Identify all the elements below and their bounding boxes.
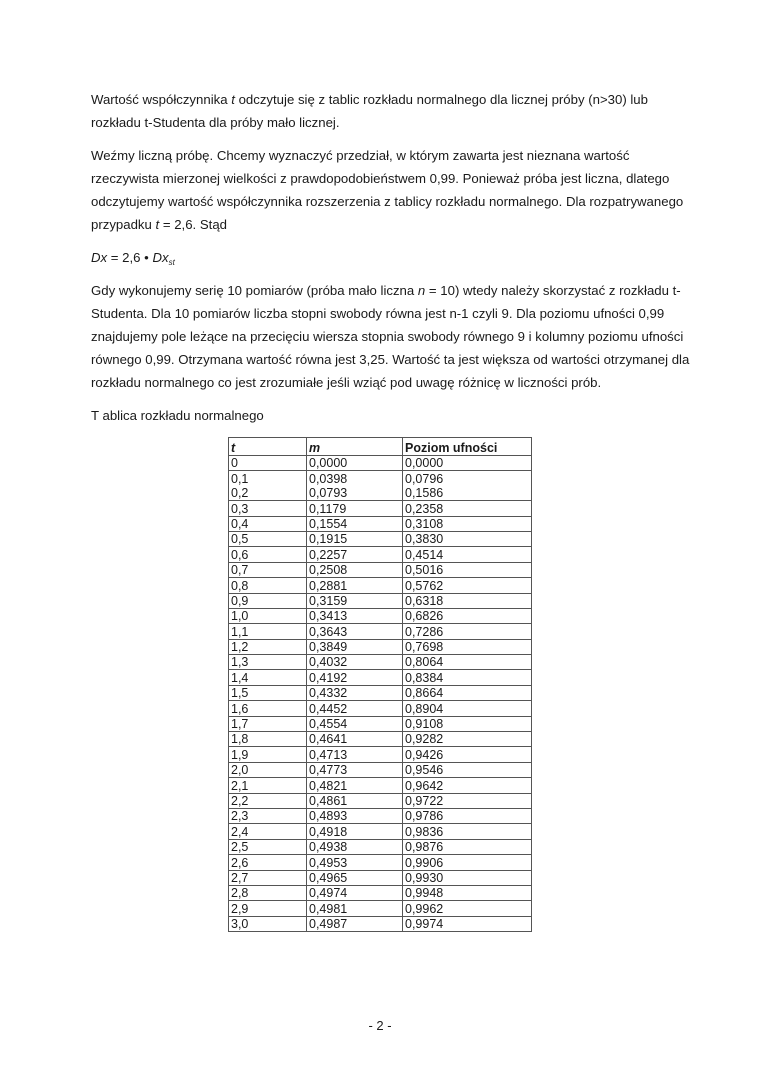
- cell-confidence: 0,3830: [403, 531, 532, 546]
- cell-t: 0,9: [229, 593, 307, 608]
- cell-m: 0,4641: [307, 732, 403, 747]
- header-m: m: [307, 438, 403, 456]
- cell-t: 0,7: [229, 562, 307, 577]
- cell-confidence: 0,9930: [403, 870, 532, 885]
- table-row: [229, 593, 532, 608]
- formula-subscript: st: [168, 258, 175, 267]
- cell-m: 0,1554: [307, 516, 403, 531]
- table-row: [229, 547, 532, 562]
- table-row: [229, 901, 532, 916]
- table-row: [229, 639, 532, 654]
- table-header-row: [229, 438, 532, 456]
- text: Wartość współczynnika: [91, 92, 232, 107]
- table-row: [229, 501, 532, 516]
- formula-mid: = 2,6 •: [107, 250, 153, 265]
- text: = 10) wtedy należy skorzystać z rozkładu t-Studenta. Dla 10 pomiarów liczba stopni swobody równa jest n-1 czyli 9. Dla poziomu ufności 0,99 znajdujemy pole leżące na przecięciu wiersza stopnia swobody równego 9 i kolumny poziomu ufności równego 0,99. Otrzymana wartość równa jest 3,25. Wartość ta jest większa od wartości otrzymanej dla rozkładu normalnego co jest zrozumiałe jeśli wziąć pod uwagę różnicę w liczności prób.: [91, 283, 690, 390]
- cell-m: 0,4773: [307, 762, 403, 777]
- cell-t: 3,0: [229, 916, 307, 931]
- paragraph-small-sample: [91, 279, 691, 394]
- header-confidence-level: Poziom ufności: [403, 438, 532, 456]
- table-row: [229, 839, 532, 854]
- table-row: [229, 747, 532, 762]
- cell-confidence: 0,9642: [403, 778, 532, 793]
- cell-m: 0,4861: [307, 793, 403, 808]
- cell-m: 0,4938: [307, 839, 403, 854]
- cell-t: 1,6: [229, 701, 307, 716]
- variable-t: t: [231, 92, 235, 107]
- text: odczytuje się z tablic rozkładu normalnego dla licznej próby (n>30) lub rozkładu t-Studenta dla próby mało licznej.: [91, 92, 648, 130]
- table-row: [229, 701, 532, 716]
- cell-m: 0,0398: [307, 471, 403, 486]
- cell-m: 0,0000: [307, 456, 403, 471]
- table-row: [229, 578, 532, 593]
- table-row: [229, 471, 532, 486]
- table-row: [229, 685, 532, 700]
- cell-confidence: 0,9546: [403, 762, 532, 777]
- cell-t: 2,3: [229, 808, 307, 823]
- cell-confidence: 0,4514: [403, 547, 532, 562]
- table-row: [229, 456, 532, 471]
- cell-confidence: 0,0000: [403, 456, 532, 471]
- table-row: [229, 655, 532, 670]
- header-t: t: [229, 438, 307, 456]
- cell-confidence: 0,9282: [403, 732, 532, 747]
- cell-t: 1,7: [229, 716, 307, 731]
- cell-confidence: 0,9108: [403, 716, 532, 731]
- cell-m: 0,4332: [307, 685, 403, 700]
- cell-t: 2,7: [229, 870, 307, 885]
- table-row: [229, 531, 532, 546]
- cell-t: 0,1: [229, 471, 307, 486]
- cell-confidence: 0,5762: [403, 578, 532, 593]
- cell-m: 0,4965: [307, 870, 403, 885]
- cell-confidence: 0,9786: [403, 808, 532, 823]
- cell-t: 0: [229, 456, 307, 471]
- cell-t: 1,1: [229, 624, 307, 639]
- cell-confidence: 0,7286: [403, 624, 532, 639]
- table-title: T ablica rozkładu normalnego: [91, 408, 264, 423]
- table-row: [229, 716, 532, 731]
- table-row: [229, 916, 532, 931]
- cell-t: 2,1: [229, 778, 307, 793]
- cell-m: 0,2881: [307, 578, 403, 593]
- page-number: - 2 -: [368, 1018, 392, 1033]
- cell-t: 1,0: [229, 608, 307, 623]
- table-row: [229, 762, 532, 777]
- cell-t: 1,3: [229, 655, 307, 670]
- table-row: [229, 516, 532, 531]
- cell-t: 2,9: [229, 901, 307, 916]
- cell-m: 0,4981: [307, 901, 403, 916]
- cell-m: 0,3413: [307, 608, 403, 623]
- table-row: [229, 808, 532, 823]
- table-row: [229, 732, 532, 747]
- cell-confidence: 0,9836: [403, 824, 532, 839]
- formula: [91, 246, 691, 269]
- cell-confidence: 0,9974: [403, 916, 532, 931]
- cell-confidence: 0,9876: [403, 839, 532, 854]
- cell-m: 0,0793: [307, 486, 403, 501]
- paragraph-large-sample: [91, 144, 691, 236]
- cell-t: 2,6: [229, 855, 307, 870]
- text: Gdy wykonujemy serię 10 pomiarów (próba mało liczna: [91, 283, 418, 298]
- cell-m: 0,4192: [307, 670, 403, 685]
- table-row: [229, 624, 532, 639]
- cell-confidence: 0,8064: [403, 655, 532, 670]
- cell-confidence: 0,9426: [403, 747, 532, 762]
- cell-t: 2,2: [229, 793, 307, 808]
- cell-confidence: 0,9948: [403, 885, 532, 900]
- text: Weźmy liczną próbę. Chcemy wyznaczyć przedział, w którym zawarta jest nieznana wartość rzeczywista mierzonej wielkości z prawdopodobieństwem 0,99. Ponieważ próba jest liczna, dlatego odczytujemy wartość współczynnika rozszerzenia z tablicy rozkładu normalnego. Dla rozpatrywanego przypadku: [91, 148, 684, 232]
- cell-t: 2,0: [229, 762, 307, 777]
- table-row: [229, 778, 532, 793]
- cell-confidence: 0,1586: [403, 486, 532, 501]
- table-row: [229, 670, 532, 685]
- table-row: [229, 870, 532, 885]
- cell-t: 2,4: [229, 824, 307, 839]
- variable-t: t: [155, 217, 160, 232]
- cell-confidence: 0,9722: [403, 793, 532, 808]
- table-row: [229, 486, 532, 501]
- cell-t: 1,4: [229, 670, 307, 685]
- cell-t: 0,2: [229, 486, 307, 501]
- cell-m: 0,3849: [307, 639, 403, 654]
- variable-n: n: [417, 283, 426, 298]
- text: = 2,6. Stąd: [159, 217, 228, 232]
- cell-confidence: 0,8904: [403, 701, 532, 716]
- cell-confidence: 0,0796: [403, 471, 532, 486]
- cell-m: 0,3159: [307, 593, 403, 608]
- cell-confidence: 0,6318: [403, 593, 532, 608]
- cell-m: 0,4713: [307, 747, 403, 762]
- formula-rhs: Dx: [152, 250, 169, 265]
- cell-t: 0,4: [229, 516, 307, 531]
- page-content: [91, 88, 691, 932]
- cell-m: 0,4554: [307, 716, 403, 731]
- cell-confidence: 0,2358: [403, 501, 532, 516]
- normal-distribution-table: [228, 437, 532, 932]
- table-row: [229, 855, 532, 870]
- cell-t: 1,8: [229, 732, 307, 747]
- table-row: [229, 562, 532, 577]
- cell-m: 0,2508: [307, 562, 403, 577]
- table-row: [229, 885, 532, 900]
- cell-m: 0,4987: [307, 916, 403, 931]
- cell-confidence: 0,8664: [403, 685, 532, 700]
- cell-m: 0,4918: [307, 824, 403, 839]
- cell-t: 2,5: [229, 839, 307, 854]
- cell-t: 1,5: [229, 685, 307, 700]
- table-row: [229, 824, 532, 839]
- cell-m: 0,3643: [307, 624, 403, 639]
- paragraph-intro: [91, 88, 691, 134]
- cell-t: 0,5: [229, 531, 307, 546]
- cell-confidence: 0,5016: [403, 562, 532, 577]
- cell-m: 0,2257: [307, 547, 403, 562]
- cell-t: 1,2: [229, 639, 307, 654]
- cell-confidence: 0,8384: [403, 670, 532, 685]
- cell-m: 0,4953: [307, 855, 403, 870]
- cell-m: 0,4893: [307, 808, 403, 823]
- cell-t: 1,9: [229, 747, 307, 762]
- cell-m: 0,4821: [307, 778, 403, 793]
- cell-t: 0,6: [229, 547, 307, 562]
- cell-m: 0,1179: [307, 501, 403, 516]
- cell-t: 0,3: [229, 501, 307, 516]
- formula-lhs: Dx: [91, 250, 108, 265]
- cell-confidence: 0,9906: [403, 855, 532, 870]
- cell-m: 0,4032: [307, 655, 403, 670]
- cell-confidence: 0,7698: [403, 639, 532, 654]
- table-row: [229, 793, 532, 808]
- cell-confidence: 0,3108: [403, 516, 532, 531]
- cell-confidence: 0,6826: [403, 608, 532, 623]
- cell-m: 0,4974: [307, 885, 403, 900]
- table-row: [229, 608, 532, 623]
- cell-confidence: 0,9962: [403, 901, 532, 916]
- cell-m: 0,1915: [307, 531, 403, 546]
- cell-m: 0,4452: [307, 701, 403, 716]
- cell-t: 2,8: [229, 885, 307, 900]
- cell-t: 0,8: [229, 578, 307, 593]
